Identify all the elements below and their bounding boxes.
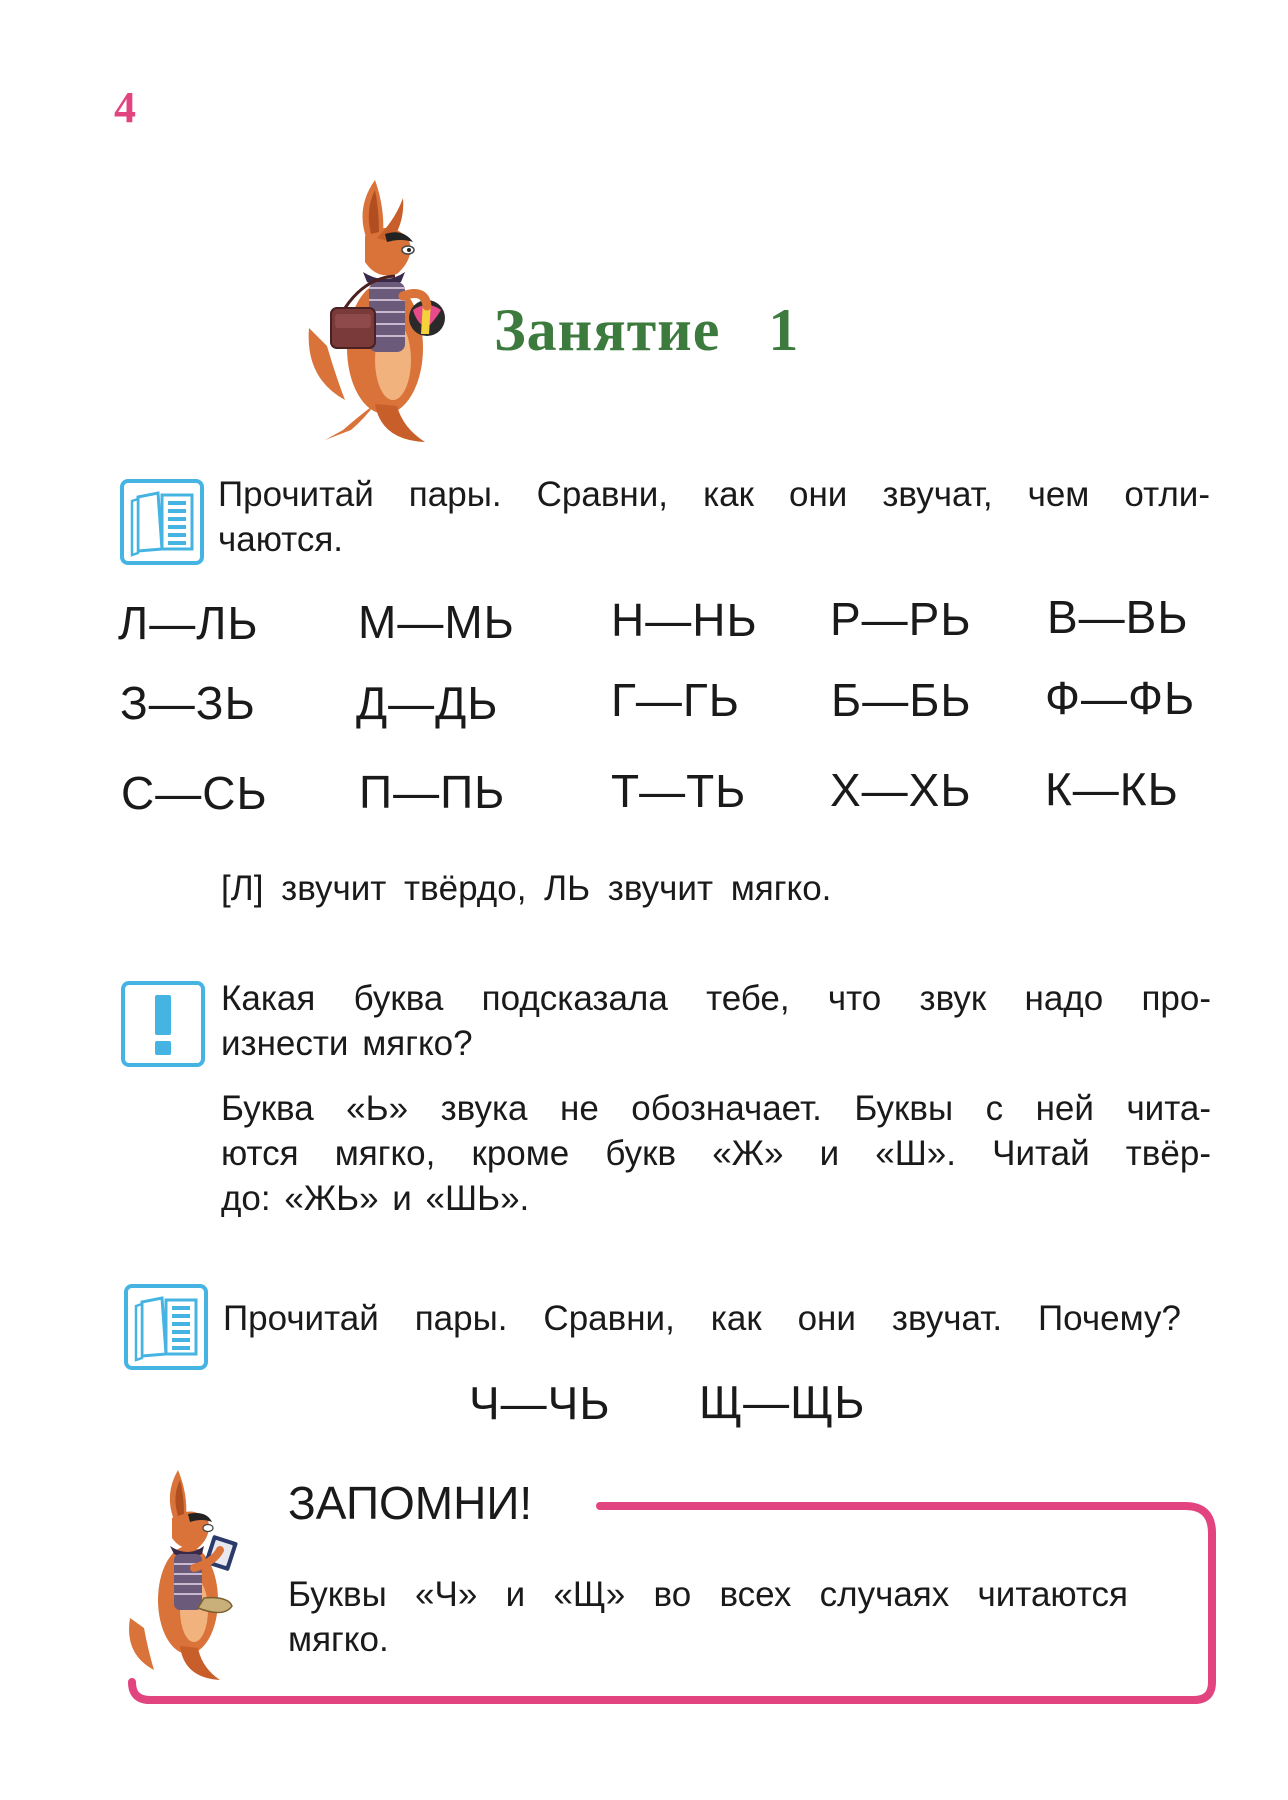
explanation-line2: ются мягко, кроме букв «Ж» и «Ш». Читай твёр- xyxy=(221,1134,1211,1173)
letter-pair: М—МЬ xyxy=(358,596,515,648)
letter-pair: Т—ТЬ xyxy=(611,765,747,817)
letter-pair: В—ВЬ xyxy=(1047,591,1189,643)
letter-pair: Д—ДЬ xyxy=(356,677,499,729)
question-line1: Какая буква подсказала тебе, что звук надо про- xyxy=(221,979,1211,1018)
remember-title: ЗАПОМНИ! xyxy=(288,1477,533,1529)
letter-pair: Б—БЬ xyxy=(831,674,972,726)
task1-line2: чаются. xyxy=(218,520,343,559)
explanation-line3: до: «ЖЬ» и «ШЬ». xyxy=(221,1179,530,1218)
letter-pair: Р—РЬ xyxy=(830,593,972,645)
letter-pair: Г—ГЬ xyxy=(611,674,740,726)
remember-line1: Буквы «Ч» и «Щ» во всех случаях читаются xyxy=(288,1575,1128,1614)
letter-pair: П—ПЬ xyxy=(359,766,506,818)
letter-pair: Ф—ФЬ xyxy=(1045,672,1196,724)
page-number: 4 xyxy=(114,83,136,132)
lesson-title-word: Занятие xyxy=(494,297,721,363)
letter-pair: З—ЗЬ xyxy=(120,677,256,729)
letter-pair: С—СЬ xyxy=(121,767,268,819)
question-line2: изнести мягко? xyxy=(221,1024,473,1063)
explanation-line1: Буква «Ь» звука не обозначает. Буквы с ней чита- xyxy=(221,1089,1211,1128)
letter-pair: Х—ХЬ xyxy=(830,764,972,816)
remember-text xyxy=(288,1572,1128,1662)
lesson-title-number: 1 xyxy=(768,297,800,363)
letter-pair: Щ—ЩЬ xyxy=(699,1376,866,1428)
letter-pair: К—КЬ xyxy=(1045,763,1179,815)
task2-line: Прочитай пары. Сравни, как они звучат. Почему? xyxy=(223,1299,1181,1338)
remember-line2: мягко. xyxy=(288,1620,389,1659)
rule-text: [Л] звучит твёрдо, ЛЬ звучит мягко. xyxy=(221,869,832,908)
letter-pair: Ч—ЧЬ xyxy=(469,1377,611,1429)
letter-pair: Л—ЛЬ xyxy=(118,597,259,649)
letter-pair: Н—НЬ xyxy=(611,594,758,646)
kangaroo-reading-illustration xyxy=(124,1468,264,1684)
task1-line1: Прочитай пары. Сравни, как они звучат, чем отли- xyxy=(218,475,1210,514)
